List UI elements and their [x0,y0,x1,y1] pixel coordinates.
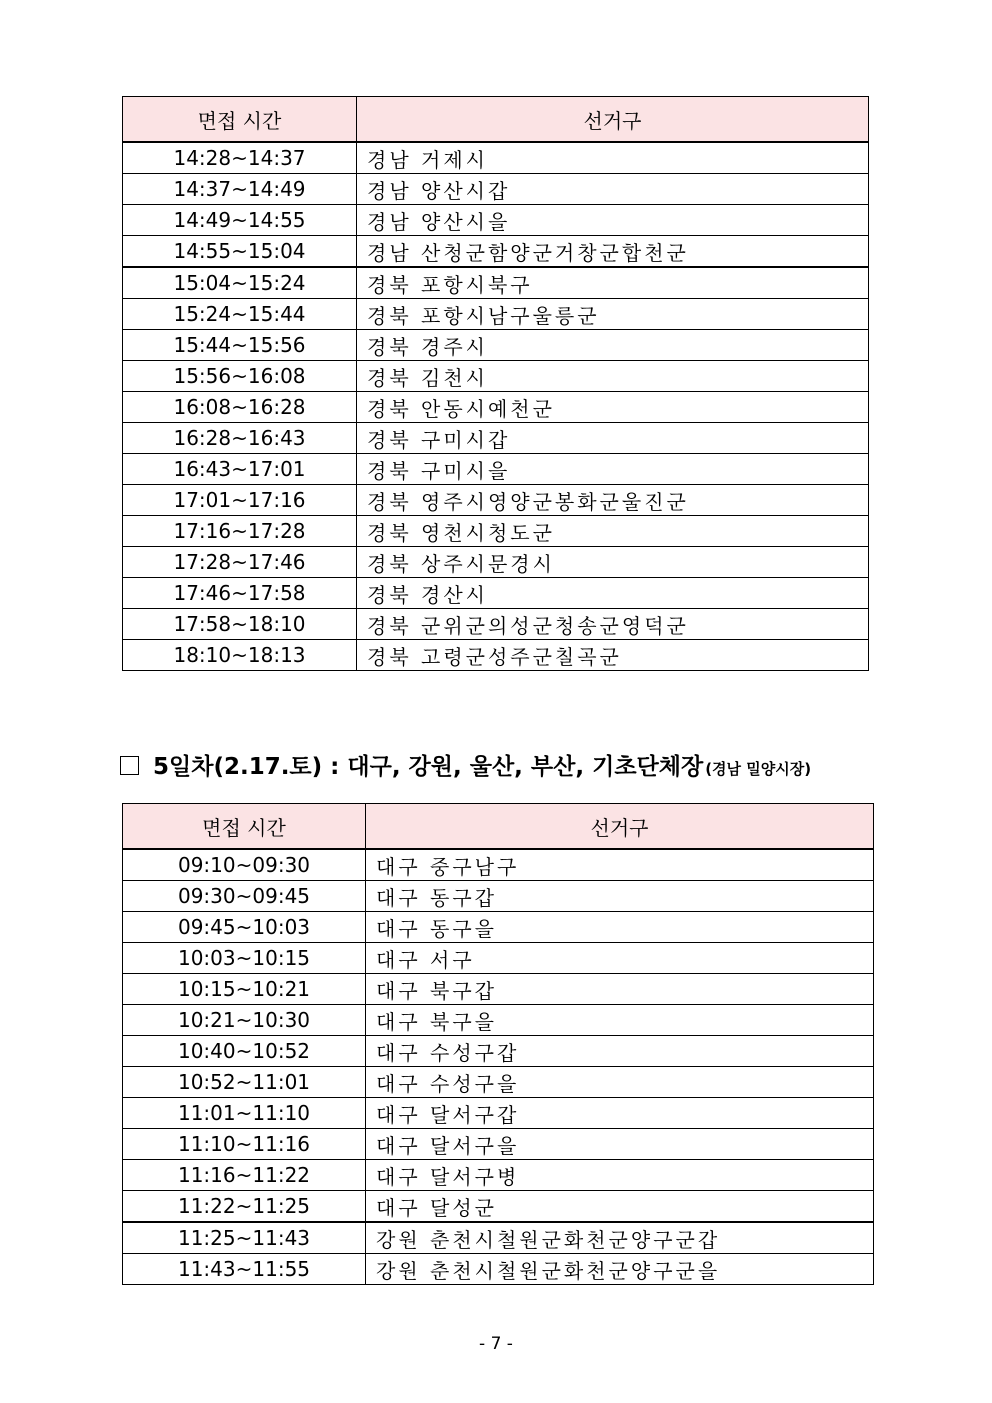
interview-time-cell: 09:45~10:03 [123,912,366,943]
table-row [123,943,874,974]
table-header-row [123,804,874,850]
district-cell: 대구 동구갑 [366,881,874,912]
table-row [123,881,874,912]
interview-time-cell: 10:21~10:30 [123,1005,366,1036]
district-cell: 대구 중구남구 [366,849,874,881]
table-row [123,236,869,268]
interview-time-cell: 10:03~10:15 [123,943,366,974]
interview-time-cell: 11:43~11:55 [123,1254,366,1285]
district-cell: 경북 경주시 [357,330,869,361]
table-body [123,142,869,671]
table-row [123,454,869,485]
table-row [123,912,874,943]
header-interview-time: 면접 시간 [123,804,366,850]
interview-time-cell: 15:04~15:24 [123,267,357,299]
district-cell: 대구 북구을 [366,1005,874,1036]
schedule-table-day4 [122,96,869,671]
district-cell: 대구 달서구갑 [366,1098,874,1129]
table-row [123,485,869,516]
district-cell: 대구 수성구을 [366,1067,874,1098]
interview-time-cell: 17:28~17:46 [123,547,357,578]
district-cell: 경북 영천시청도군 [357,516,869,547]
table-row [123,392,869,423]
interview-time-cell: 10:40~10:52 [123,1036,366,1067]
district-cell: 경북 상주시문경시 [357,547,869,578]
page-number: - 7 - [479,1334,513,1354]
interview-time-cell: 14:49~14:55 [123,205,357,236]
header-district: 선거구 [357,97,869,143]
interview-time-cell: 09:10~09:30 [123,849,366,881]
interview-time-cell: 15:44~15:56 [123,330,357,361]
interview-time-cell: 11:22~11:25 [123,1191,366,1223]
table-row [123,1036,874,1067]
district-cell: 경북 고령군성주군칠곡군 [357,640,869,671]
checkbox-icon [120,756,139,775]
table-body [123,849,874,1285]
table-row [123,1191,874,1223]
table-row [123,361,869,392]
interview-time-cell: 18:10~18:13 [123,640,357,671]
interview-time-cell: 10:15~10:21 [123,974,366,1005]
table-row [123,1129,874,1160]
district-cell: 경북 군위군의성군청송군영덕군 [357,609,869,640]
interview-time-cell: 14:37~14:49 [123,174,357,205]
table-row [123,1067,874,1098]
section-note: (경남 밀양시장) [705,760,812,778]
interview-time-cell: 11:25~11:43 [123,1222,366,1254]
interview-time-cell: 17:58~18:10 [123,609,357,640]
interview-time-cell: 15:56~16:08 [123,361,357,392]
district-cell: 경북 안동시예천군 [357,392,869,423]
table-row [123,1222,874,1254]
district-cell: 대구 달서구을 [366,1129,874,1160]
table-row [123,640,869,671]
table-row [123,1005,874,1036]
table-row [123,174,869,205]
district-cell: 경남 양산시갑 [357,174,869,205]
district-cell: 경북 경산시 [357,578,869,609]
header-interview-time: 면접 시간 [123,97,357,143]
interview-time-cell: 14:28~14:37 [123,142,357,174]
table-row [123,547,869,578]
interview-time-cell: 17:01~17:16 [123,485,357,516]
interview-time-cell: 16:08~16:28 [123,392,357,423]
interview-time-cell: 09:30~09:45 [123,881,366,912]
table-row [123,299,869,330]
section-heading-day5 [120,748,811,781]
district-cell: 경남 양산시을 [357,205,869,236]
table-row [123,205,869,236]
interview-time-cell: 15:24~15:44 [123,299,357,330]
table-row [123,330,869,361]
table-row [123,423,869,454]
district-cell: 대구 수성구갑 [366,1036,874,1067]
interview-time-cell: 11:10~11:16 [123,1129,366,1160]
table-row [123,578,869,609]
district-cell: 경북 구미시갑 [357,423,869,454]
table-row [123,609,869,640]
district-cell: 대구 동구을 [366,912,874,943]
interview-time-cell: 16:28~16:43 [123,423,357,454]
section-title: 5일차(2.17.토) : 대구, 강원, 울산, 부산, 기초단체장 [153,754,704,780]
interview-time-cell: 17:46~17:58 [123,578,357,609]
table-row [123,267,869,299]
district-cell: 경남 산청군함양군거창군합천군 [357,236,869,268]
interview-time-cell: 16:43~17:01 [123,454,357,485]
table-row [123,849,874,881]
interview-time-cell: 17:16~17:28 [123,516,357,547]
district-cell: 경남 거제시 [357,142,869,174]
table-row [123,974,874,1005]
table-row [123,142,869,174]
table-row [123,1160,874,1191]
district-cell: 경북 포항시북구 [357,267,869,299]
interview-time-cell: 14:55~15:04 [123,236,357,268]
header-district: 선거구 [366,804,874,850]
district-cell: 강원 춘천시철원군화천군양구군을 [366,1254,874,1285]
district-cell: 경북 김천시 [357,361,869,392]
table-row [123,516,869,547]
district-cell: 경북 포항시남구울릉군 [357,299,869,330]
table-row [123,1098,874,1129]
interview-time-cell: 11:01~11:10 [123,1098,366,1129]
district-cell: 경북 영주시영양군봉화군울진군 [357,485,869,516]
district-cell: 강원 춘천시철원군화천군양구군갑 [366,1222,874,1254]
interview-time-cell: 11:16~11:22 [123,1160,366,1191]
district-cell: 경북 구미시을 [357,454,869,485]
table-row [123,1254,874,1285]
district-cell: 대구 달성군 [366,1191,874,1223]
table-header-row [123,97,869,143]
district-cell: 대구 북구갑 [366,974,874,1005]
district-cell: 대구 달서구병 [366,1160,874,1191]
schedule-table-day5 [122,803,874,1285]
district-cell: 대구 서구 [366,943,874,974]
interview-time-cell: 10:52~11:01 [123,1067,366,1098]
